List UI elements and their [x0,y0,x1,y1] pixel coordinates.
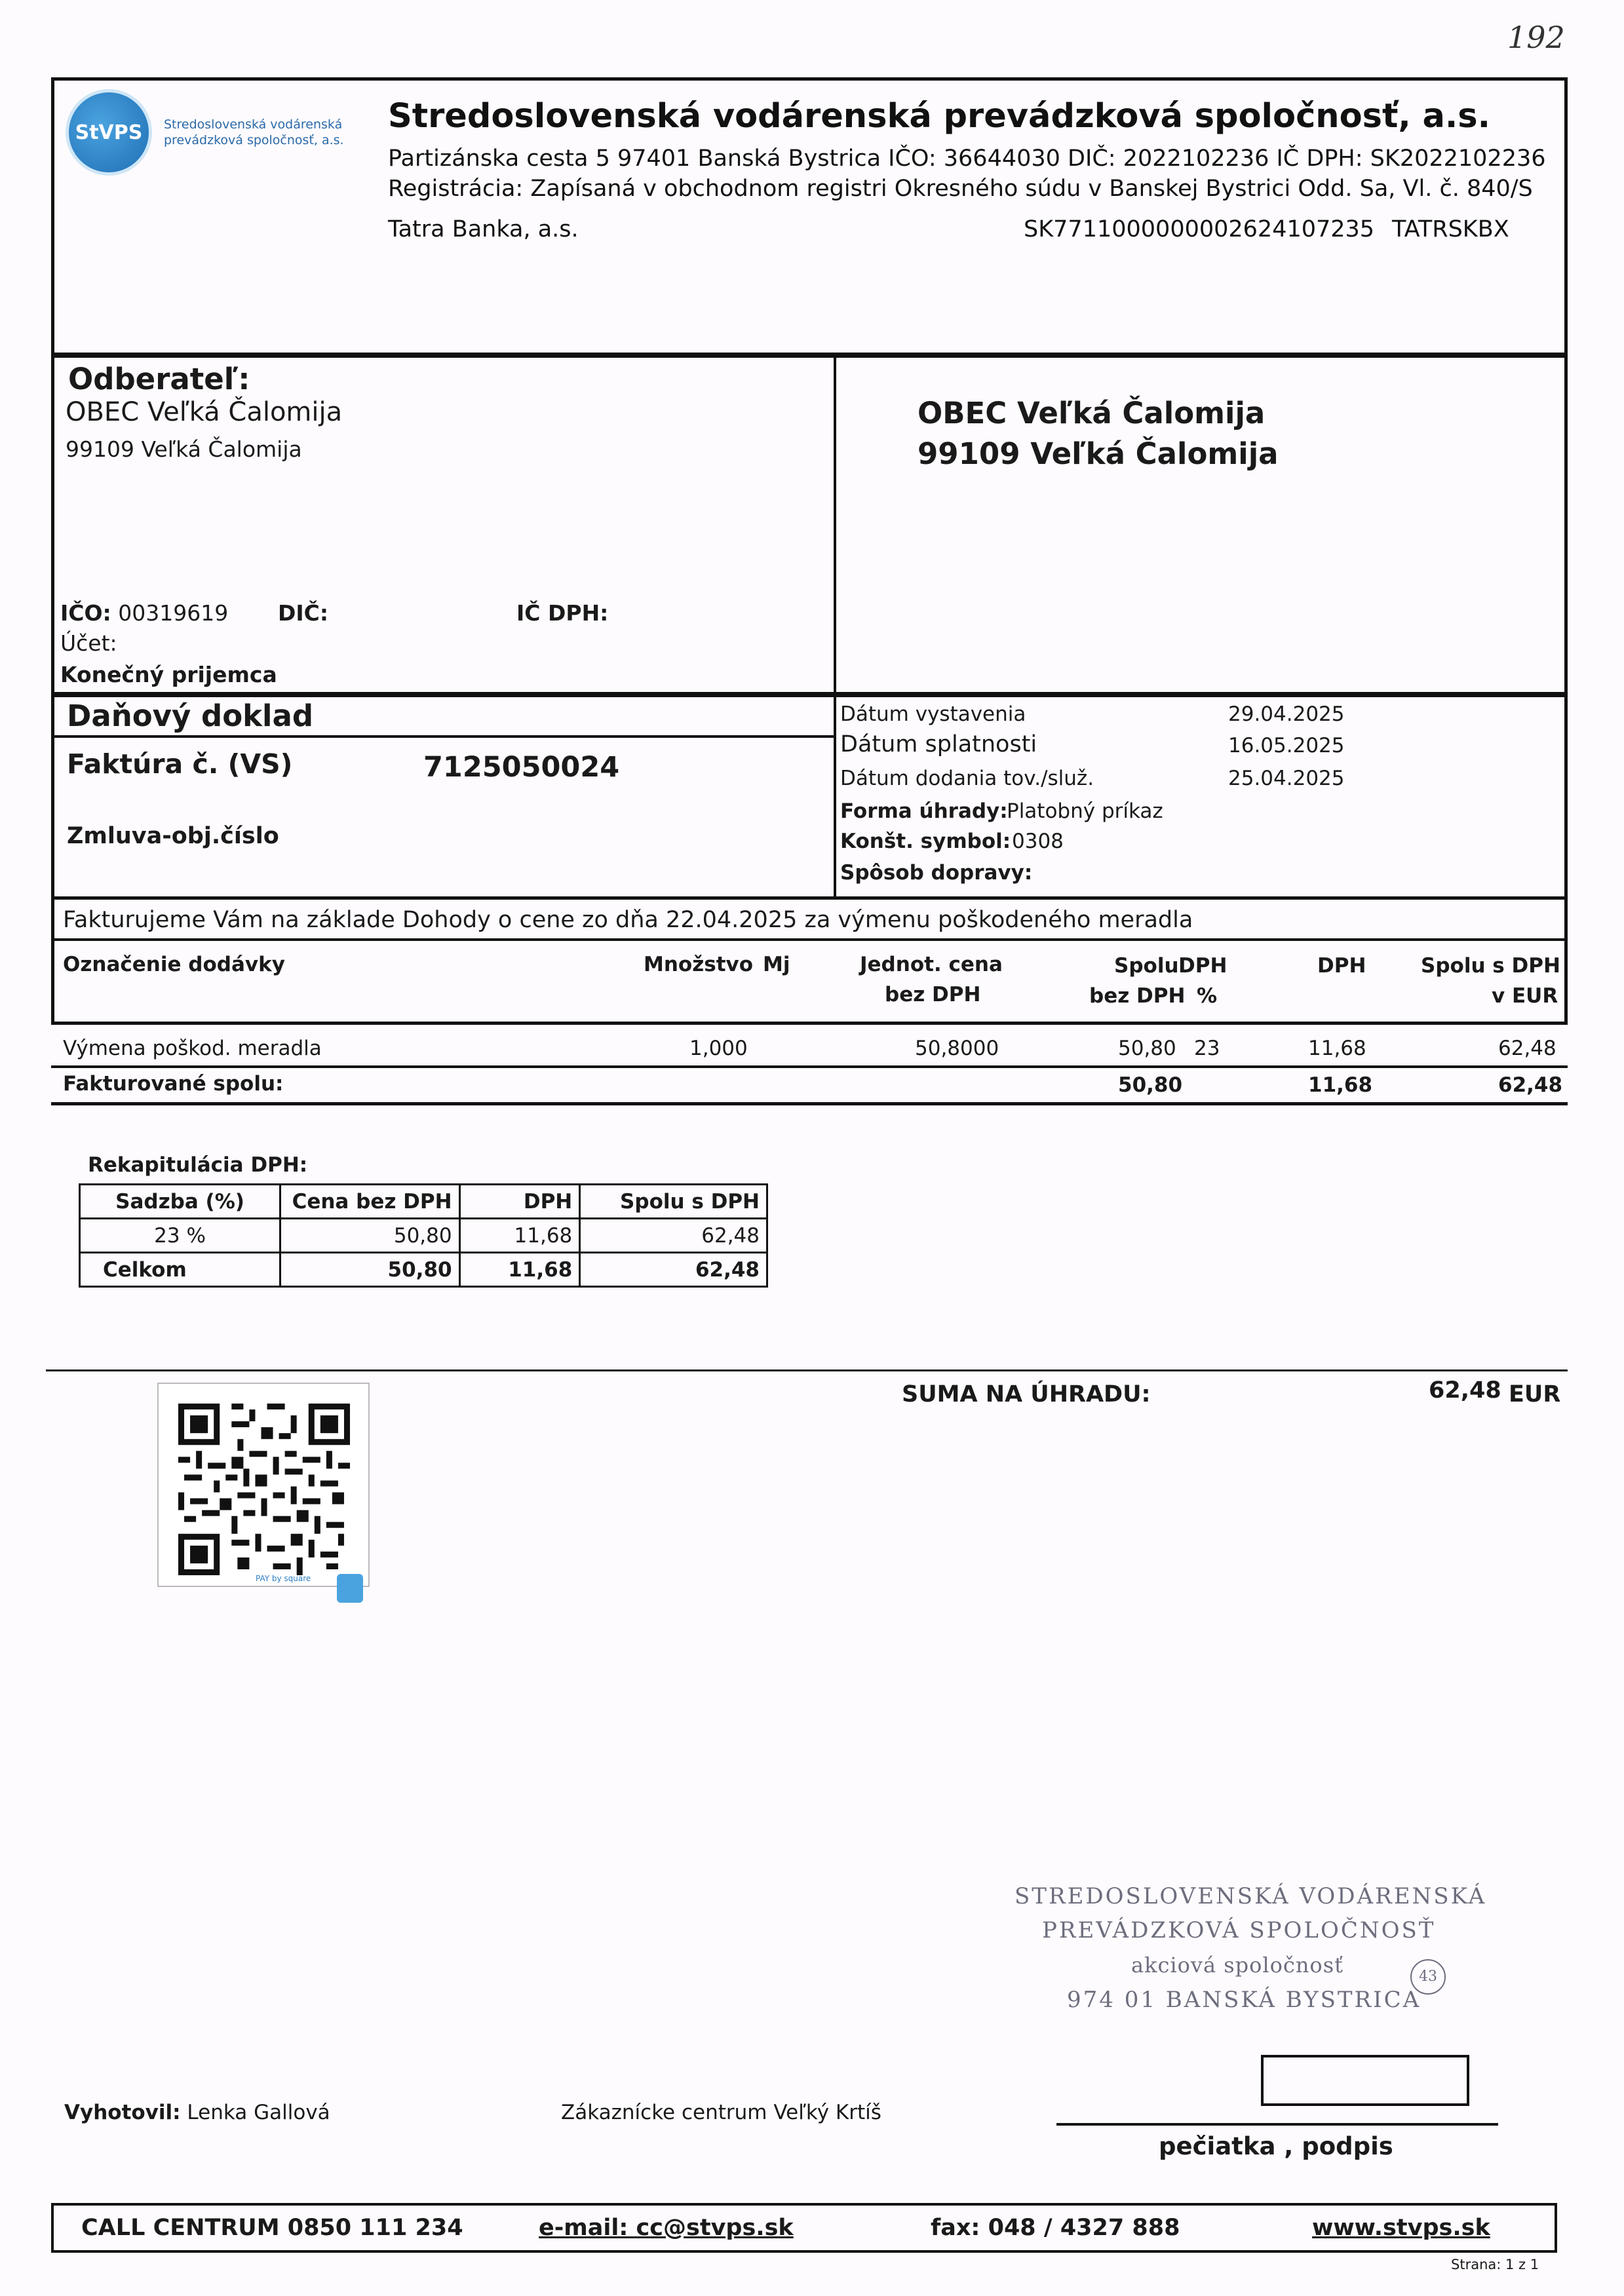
customer-icdph-label: IČ DPH: [516,600,609,626]
customer-name: OBEC Veľká Čalomija [66,397,343,427]
qr-code-icon [178,1404,350,1575]
doc-type-divider [51,735,835,738]
page-number: Strana: 1 z 1 [1451,2257,1539,2272]
invoice-note: Fakturujeme Vám na základe Dohody o cene zo dňa 22.04.2025 za výmenu poškodeného meradla [63,907,1193,933]
amount-due-label: SUMA NA ÚHRADU: [902,1381,1151,1407]
item-designation: Výmena poškod. meradla [63,1037,322,1060]
recap-base: 50,80 [280,1219,459,1253]
logo-icon: StVPS [66,89,152,176]
footer-call-centre: CALL CENTRUM 0850 111 234 [81,2215,463,2241]
item-row-line [51,1065,1568,1068]
customer-address: 99109 Veľká Čalomija [66,436,302,462]
stamp-number: 43 [1410,1959,1446,1995]
items-total-inc: 62,48 [1498,1073,1563,1097]
footer-website-link[interactable]: www.stvps.sk [1312,2215,1490,2241]
recap-table [79,1183,768,1288]
recap-h-rate: Sadzba (%) [80,1185,280,1219]
col-qty: Množstvo [644,953,754,976]
stamp-line-3: akciová spoločnosť [1131,1953,1344,1978]
pay-by-square-icon [337,1574,363,1603]
recap-total-row [80,1253,767,1287]
recap-h-base: Cena bez DPH [280,1185,459,1219]
recap-row [80,1219,767,1253]
due-date: 16.05.2025 [1228,734,1345,757]
col-total-inc-1: Spolu s DPH [1421,954,1560,978]
item-qty: 1,000 [689,1037,748,1060]
company-registration: Registrácia: Zapísaná v obchodnom registri Okresného súdu v Banskej Bystrici Odd. Sa, Vl. č. 840/S [388,176,1533,202]
document-type: Daňový doklad [67,698,314,733]
note-divider [51,938,1568,941]
issued-label: Dátum vystavenia [840,702,1026,726]
company-logo [66,89,344,176]
konst-label: Konšt. symbol: [840,830,1011,853]
recap-total: 62,48 [580,1219,767,1253]
customer-dic-label: DIČ: [278,600,329,626]
pay-by-square-qr[interactable] [157,1383,370,1587]
stamp-line-2: PREVÁDZKOVÁ SPOLOČNOSŤ [1042,1917,1436,1943]
customer-account-label: Účet: [60,630,117,656]
signature-label: pečiatka , podpis [1159,2132,1393,2160]
recap-total-vat: 11,68 [459,1253,580,1287]
delivery-date-label: Dátum dodania tov./služ. [840,767,1094,790]
recap-total-label: Celkom [80,1253,280,1287]
item-total-ex: 50,80 [1118,1037,1176,1060]
item-vat-pct: 23 [1194,1037,1220,1060]
col-vat: DPH [1317,954,1366,978]
item-vat: 11,68 [1308,1037,1366,1060]
logo-line-2: prevádzková spoločnosť, a.s. [164,133,344,147]
logo-line-1: Stredoslovenská vodárenská [164,117,343,132]
stamp-line-4: 974 01 BANSKÁ BYSTRICA [1067,1987,1421,2013]
col-total-ex-1: Spolu [1114,954,1179,978]
col-total-ex-2: bez DPH [1089,984,1186,1008]
recap-h-total: Spolu s DPH [580,1185,767,1219]
recap-total-sum: 62,48 [580,1253,767,1287]
final-recipient: Konečný prijemca [60,662,277,687]
col-vat-pct-2: % [1197,984,1218,1008]
issued-date: 29.04.2025 [1228,702,1345,726]
recap-total-base: 50,80 [280,1253,459,1287]
col-designation: Označenie dodávky [63,953,285,976]
contract-label: Zmluva-obj.číslo [67,823,279,849]
customer-center: Zákaznícke centrum Veľký Krtíš [561,2101,881,2124]
company-swift: TATRSKBX [1392,216,1509,242]
col-total-inc-2: v EUR [1492,984,1558,1008]
recap-header-row [80,1185,767,1219]
company-address: Partizánska cesta 5 97401 Banská Bystrica IČO: 36644030 DIČ: 2022102236 IČ DPH: SK2022102236 [388,145,1546,172]
company-name: Stredoslovenská vodárenská prevádzková spoločnosť, a.s. [388,97,1491,136]
recap-title: Rekapitulácia DPH: [88,1153,308,1177]
col-unit-price-2: bez DPH [885,983,981,1006]
konst-symbol: 0308 [1012,830,1064,853]
col-unit: Mj [763,953,790,976]
payment-label: Forma úhrady: [840,799,1008,823]
recap-rate: 23 % [80,1219,280,1253]
prepared-by: Vyhotovil: Lenka Gallová [64,2101,330,2124]
delivery-address: 99109 Veľká Čalomija [918,436,1279,471]
customer-ico: IČO: 00319619 [60,600,229,626]
recap-h-vat: DPH [459,1185,580,1219]
amount-due-value: 62,48 [1429,1377,1501,1404]
col-vat-pct-1: DPH [1178,954,1228,978]
qr-caption: PAY by square [256,1574,311,1583]
delivery-date: 25.04.2025 [1228,767,1345,790]
footer-fax: fax: 048 / 4327 888 [931,2215,1180,2241]
col-unit-price-1: Jednot. cena [860,953,1003,976]
company-iban: SK7711000000002624107235 [1024,216,1375,242]
items-total-label: Fakturované spolu: [63,1072,284,1096]
items-total-ex: 50,80 [1118,1073,1183,1097]
items-total-vat: 11,68 [1308,1073,1373,1097]
signature-line [1056,2123,1498,2126]
stamp-line-1: STREDOSLOVENSKÁ VODÁRENSKÁ [1015,1883,1487,1909]
recap-vat: 11,68 [459,1219,580,1253]
customer-heading: Odberateľ: [68,362,250,396]
amount-due-divider [46,1369,1568,1371]
handwritten-page-number: 192 [1507,20,1565,55]
delivery-name: OBEC Veľká Čalomija [918,396,1266,430]
due-label: Dátum splatnosti [840,731,1037,757]
items-total-line [51,1102,1568,1105]
amount-due-currency: EUR [1509,1381,1561,1407]
signature-redaction-box [1261,2055,1469,2106]
invoice-label: Faktúra č. (VS) [67,748,293,780]
company-bank: Tatra Banka, a.s. [388,216,579,242]
item-total-inc: 62,48 [1498,1037,1556,1060]
footer-email-link[interactable]: e-mail: cc@stvps.sk [539,2215,794,2241]
transport-label: Spôsob dopravy: [840,861,1033,885]
invoice-number: 7125050024 [423,751,620,784]
payment-method: Platobný príkaz [1007,799,1163,823]
item-unit-price: 50,8000 [915,1037,999,1060]
